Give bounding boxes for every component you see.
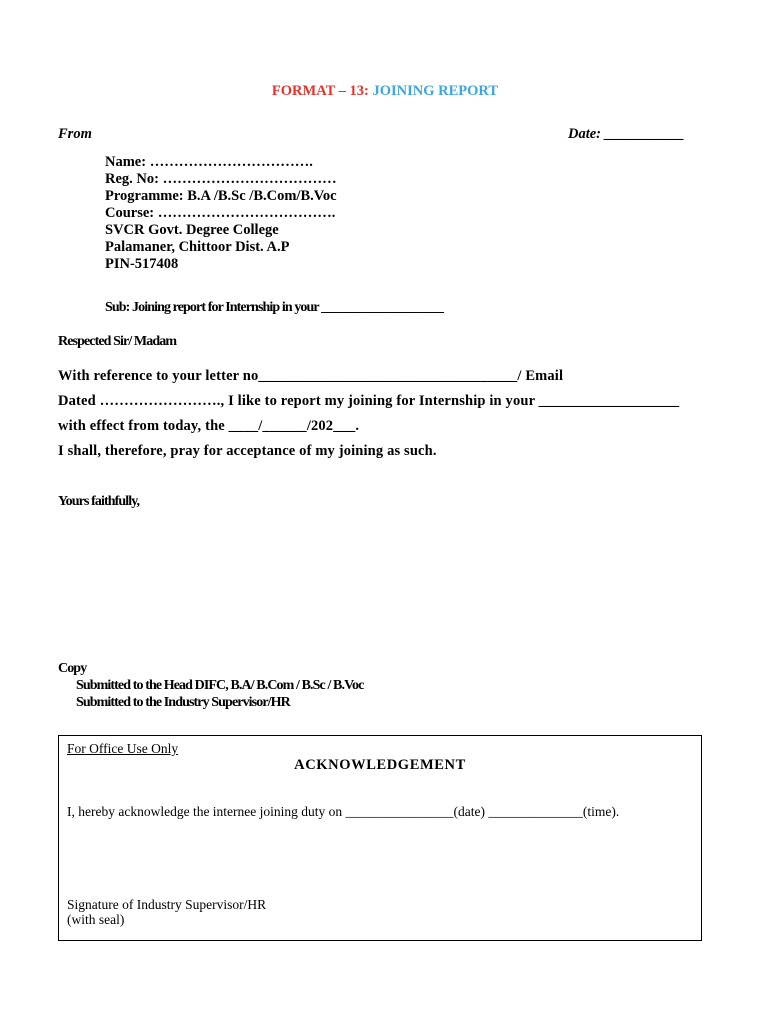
acknowledgement-statement: I, hereby acknowledge the internee joining duty on ________________(date) ______________(time).: [67, 804, 620, 819]
salutation: Respected Sir/ Madam: [58, 334, 177, 349]
sender-reg-no: Reg. No: ………………………………: [105, 171, 337, 187]
body-line-4: I shall, therefore, pray for acceptance of my joining as such.: [58, 443, 437, 459]
date-field: Date: ___________: [568, 126, 685, 142]
body-line-1: With reference to your letter no___________________________________/ Email: [58, 368, 564, 384]
acknowledgement-title: ACKNOWLEDGEMENT: [294, 757, 466, 773]
closing: Yours faithfully,: [58, 494, 140, 509]
sender-course: Course: ……………………………….: [105, 205, 336, 221]
copy-item: Submitted to the Industry Supervisor/HR: [76, 695, 290, 710]
from-label: From: [58, 126, 92, 142]
office-use-label: For Office Use Only: [67, 741, 179, 756]
signature-line-1: Signature of Industry Supervisor/HR: [67, 897, 267, 912]
sender-place: Palamaner, Chittoor Dist. A.P: [105, 239, 290, 255]
title-prefix: FORMAT – 13:: [271, 83, 373, 99]
copy-label: Copy: [58, 661, 87, 676]
copy-item: Submitted to the Head DIFC, B.A/ B.Com / B.Sc / B.Voc: [76, 678, 364, 693]
body-line-2: Dated ……………………., I like to report my joining for Internship in your ___________________: [58, 393, 680, 409]
subject-line: Sub: Joining report for Internship in your ____________________: [105, 300, 444, 315]
sender-name: Name: …………………………….: [105, 154, 313, 170]
signature-block: [67, 897, 266, 927]
sender-pin: PIN-517408: [105, 256, 179, 272]
signature-line-2: (with seal): [67, 912, 125, 927]
page-title: [0, 83, 770, 100]
title-main: JOINING REPORT: [372, 83, 499, 99]
sender-college: SVCR Govt. Degree College: [105, 222, 279, 238]
acknowledgement-box: [58, 735, 702, 941]
body-line-3: with effect from today, the ____/______/202___.: [58, 418, 360, 434]
sender-programme: Programme: B.A /B.Sc /B.Com/B.Voc: [105, 188, 337, 204]
